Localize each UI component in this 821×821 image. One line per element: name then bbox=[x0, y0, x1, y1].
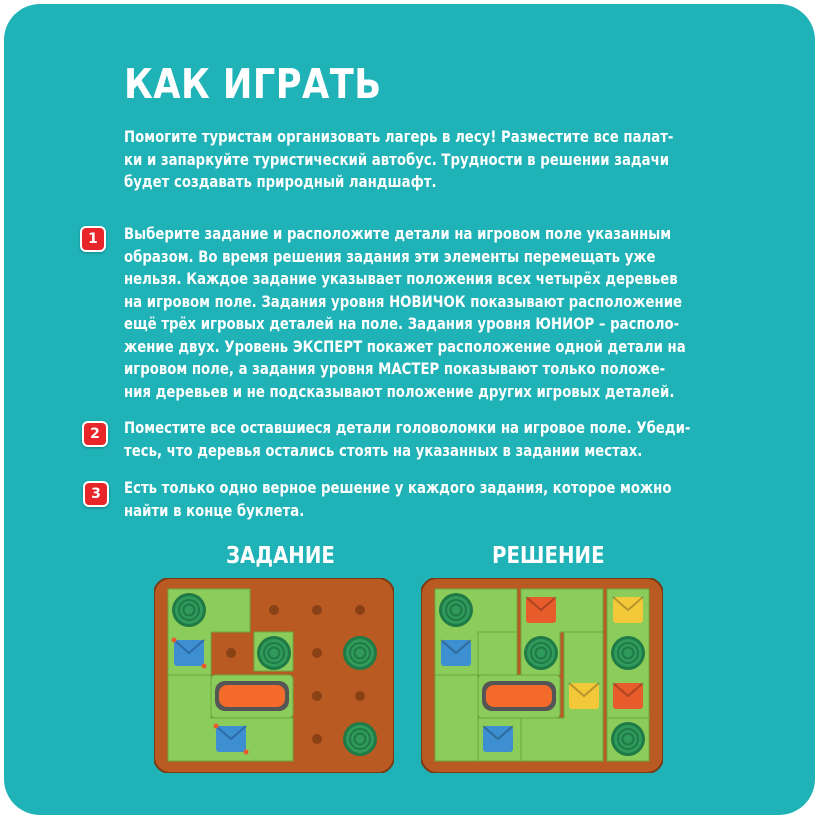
page-title: КАК ИГРАТЬ bbox=[124, 60, 382, 108]
step-line: тесь, что деревья остались стоять на указанных в задании местах. bbox=[124, 440, 643, 460]
intro-line: Помогите туристам организовать лагерь в лесу! Разместите все палат- bbox=[124, 127, 674, 146]
tent-icon bbox=[441, 640, 471, 666]
bus-icon bbox=[215, 681, 289, 711]
tent-icon bbox=[214, 724, 249, 755]
intro-text bbox=[124, 126, 673, 194]
step-3-badge: 3 bbox=[83, 481, 109, 507]
tent-icon bbox=[613, 683, 643, 709]
step-line: образом. Во время решения задания эти элементы перемещать уже bbox=[124, 246, 656, 266]
step-line: жение двух. Уровень ЭКСПЕРТ покажет расположение одной детали на bbox=[124, 336, 686, 356]
step-2-badge: 2 bbox=[82, 421, 108, 447]
step-line: ния деревьев и не подсказывают положение других игровых деталей. bbox=[124, 381, 675, 401]
step-line: Поместите все оставшиеся детали головоломки на игровое поле. Убеди- bbox=[124, 418, 691, 437]
step-1-badge: 1 bbox=[80, 226, 106, 252]
tree-icon bbox=[257, 636, 291, 670]
step-line: на игровом поле. Задания уровня НОВИЧОК показывают расположение bbox=[124, 291, 683, 311]
solution-label: РЕШЕНИЕ bbox=[492, 543, 605, 569]
tree-icon bbox=[611, 636, 645, 670]
tree-icon bbox=[439, 593, 473, 627]
intro-line: будет создавать природный ландшафт. bbox=[124, 172, 437, 191]
tree-icon bbox=[343, 636, 377, 670]
tree-icon bbox=[524, 636, 558, 670]
step-2-text bbox=[124, 417, 690, 462]
tent-icon bbox=[613, 597, 643, 623]
solution-board bbox=[421, 578, 663, 773]
step-line: игровом поле, а задания уровня МАСТЕР показывают только положе- bbox=[124, 359, 666, 378]
grass-piece bbox=[435, 675, 478, 761]
step-line: ещё трёх игровых деталей на поле. Задания уровня ЮНИОР – располо- bbox=[124, 314, 680, 333]
grass-piece bbox=[478, 632, 517, 675]
step-1-text bbox=[124, 223, 686, 403]
task-label: ЗАДАНИЕ bbox=[226, 543, 335, 569]
tree-icon bbox=[611, 722, 645, 756]
step-line: нельзя. Каждое задание указывает положения всех четырёх деревьев bbox=[124, 269, 678, 288]
step-line: найти в конце буклета. bbox=[124, 500, 305, 520]
task-board bbox=[154, 578, 394, 773]
intro-line: ки и запаркуйте туристический автобус. Трудности в решении задачи bbox=[124, 149, 670, 169]
tent-icon bbox=[483, 726, 513, 752]
step-3-text bbox=[124, 477, 671, 522]
tent-icon bbox=[569, 683, 599, 709]
tree-icon bbox=[343, 722, 377, 756]
step-line: Выберите задание и расположите детали на игровом поле указанным bbox=[124, 224, 672, 243]
tent-icon bbox=[526, 597, 556, 623]
tree-icon bbox=[172, 593, 206, 627]
tent-icon bbox=[172, 638, 207, 669]
step-line: Есть только одно верное решение у каждого задания, которое можно bbox=[124, 478, 672, 497]
bus-icon bbox=[482, 681, 556, 711]
